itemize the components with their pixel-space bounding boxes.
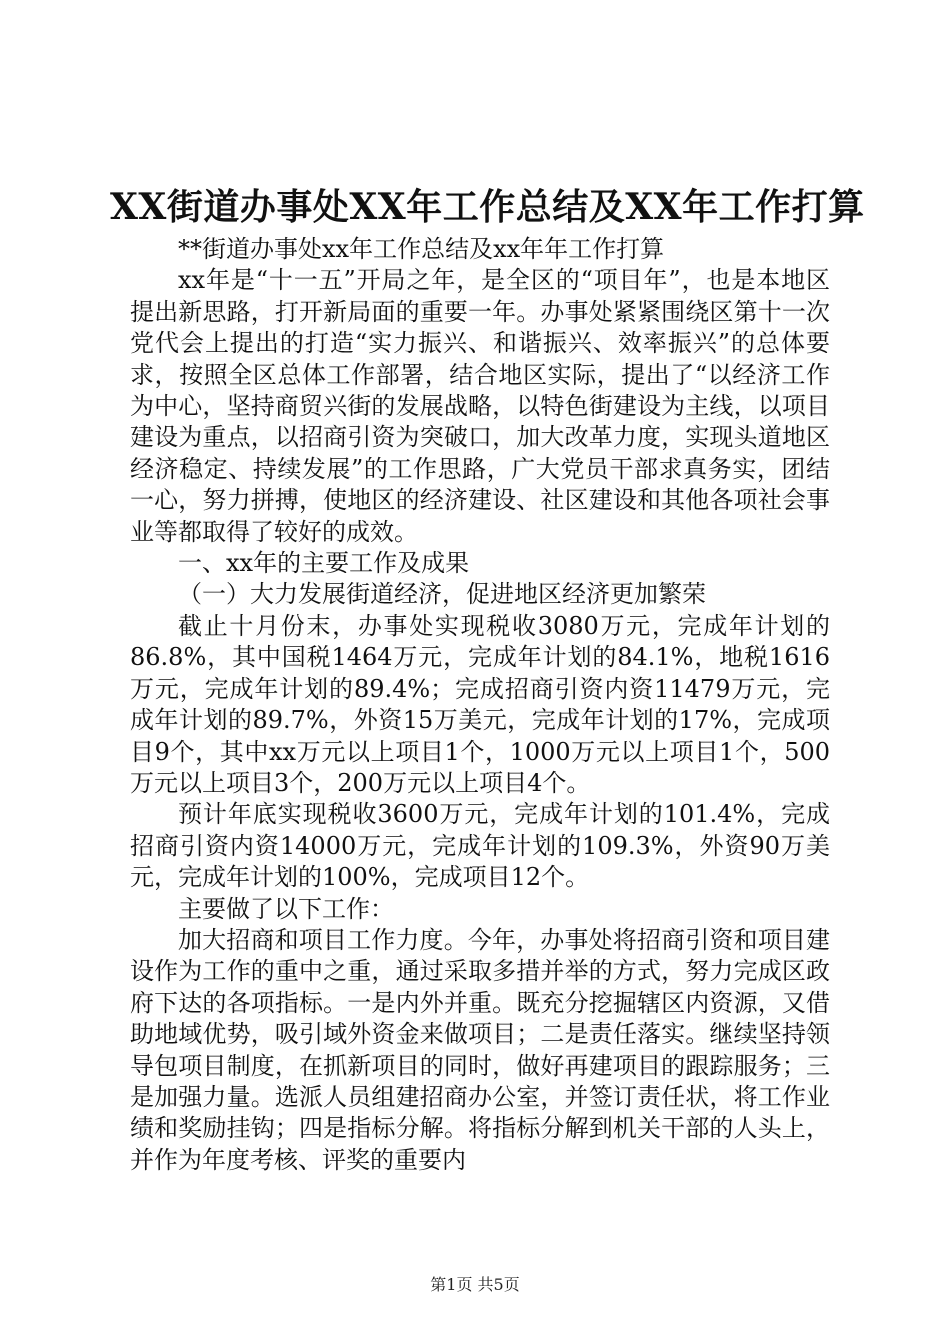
work-intro-paragraph: 主要做了以下工作： xyxy=(178,894,394,923)
document-body xyxy=(130,234,830,1176)
subtitle-paragraph: **街道办事处xx年工作总结及xx年年工作打算 xyxy=(178,235,665,263)
intro-paragraph: xx年是“十一五”开局之年，是全区的“项目年”，也是本地区提出新思路，打开新局面的重要一年。办事处紧紧围绕区第十一次党代会上提出的打造“实力振兴、和谐振兴、效率振兴”的总体要求，按照全区总体工作部署，结合地区实际，提出了“以经济工作为中心，坚持商贸兴街的发展战略，以特色街建设为主线，以项目建设为重点，以招商引资为突破口，加大改革力度，实现头道地区经济稳定、持续发展”的工作思路，广大党员干部求真务实，团结一心，努力拼搏，使地区的经济建设、社区建设和其他各项社会事业等都取得了较好的成效。 xyxy=(130,266,830,546)
section-heading: 一、xx年的主要工作及成果 xyxy=(178,549,470,578)
statistics-paragraph: 截止十月份末，办事处实现税收3080万元，完成年计划的86.8%，其中国税1464万元，完成年计划的84.1%，地税1616万元，完成年计划的89.4%；完成招商引资内资11479万元，完成年计划的89.7%，外资15万美元，完成年计划的17%，完成项目9个，其中xx万元以上项目1个，1000万元以上项目1个，500万元以上项目3个，200万元以上项目4个。 xyxy=(130,611,830,797)
investment-paragraph: 加大招商和项目工作力度。今年，办事处将招商引资和项目建设作为工作的重中之重，通过采取多措并举的方式，努力完成区政府下达的各项指标。一是内外并重。既充分挖掘辖区内资源，又借助地域优势，吸引域外资金来做项目；二是责任落实。继续坚持领导包项目制度，在抓新项目的同时，做好再建项目的跟踪服务；三是加强力量。选派人员组建招商办公室，并签订责任状，将工作业绩和奖励挂钩；四是指标分解。将指标分解到机关干部的人头上，并作为年度考核、评奖的重要内 xyxy=(130,925,830,1174)
forecast-paragraph: 预计年底实现税收3600万元，完成年计划的101.4%，完成招商引资内资14000万元，完成年计划的109.3%，外资90万美元，完成年计划的100%，完成项目12个。 xyxy=(130,800,830,892)
page-number-footer: 第1页 共5页 xyxy=(430,1275,520,1294)
document-title: XX街道办事处XX年工作总结及XX年工作打算 xyxy=(110,186,865,228)
subsection-heading: （一）大力发展街道经济，促进地区经济更加繁荣 xyxy=(178,580,706,609)
